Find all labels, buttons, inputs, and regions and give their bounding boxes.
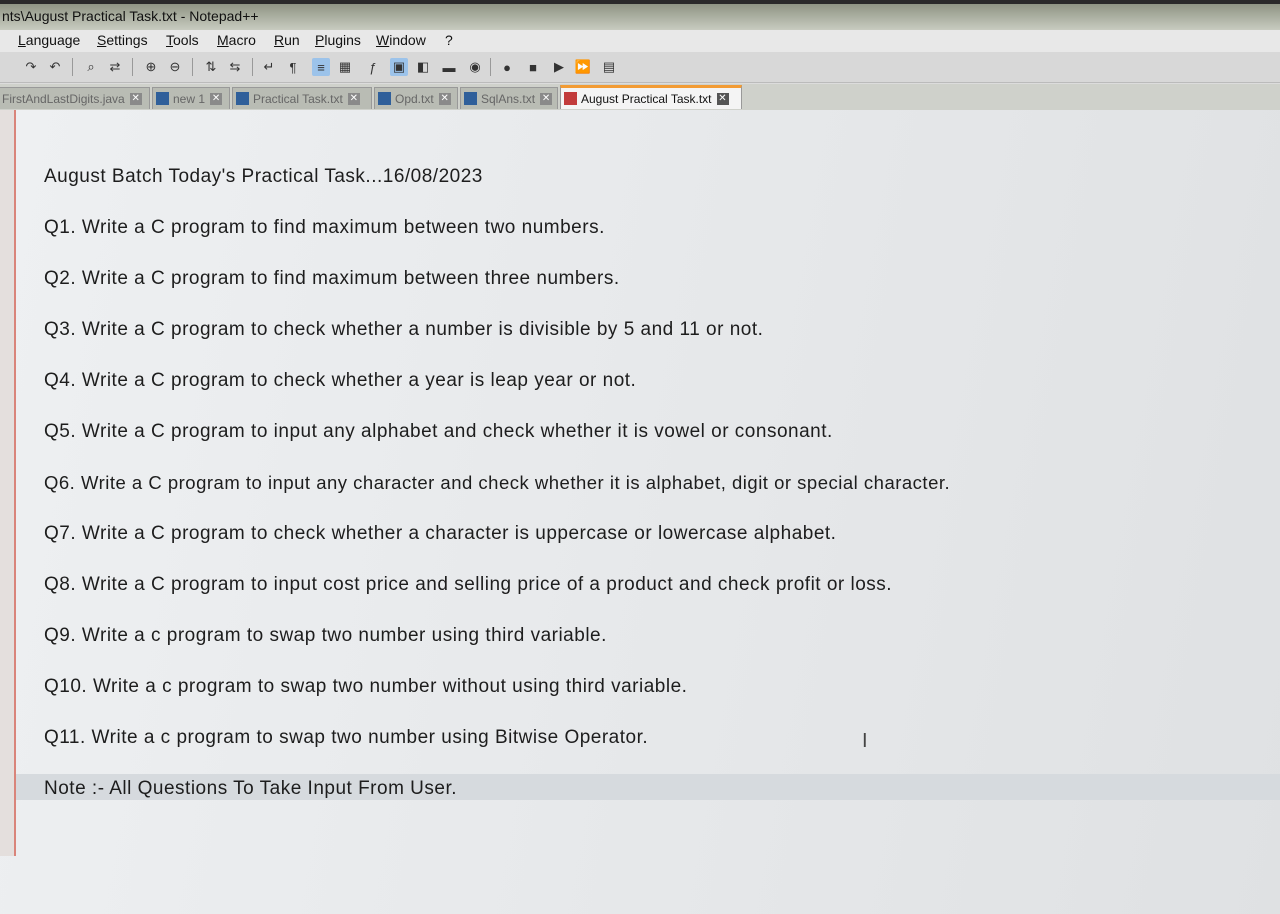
close-icon[interactable]: ✕ xyxy=(131,92,140,104)
stop-record-icon[interactable]: ■ xyxy=(529,59,537,75)
window-title: nts\August Practical Task.txt - Notepad++ xyxy=(2,8,259,24)
question-line: Q9. Write a c program to swap two number using third variable. xyxy=(44,625,607,646)
zoom-in-icon[interactable]: ⊕ xyxy=(145,59,157,74)
close-icon[interactable]: ✕ xyxy=(211,92,221,104)
tab-label: August Practical Task.txt xyxy=(581,91,712,106)
replace-icon[interactable]: ⇄ xyxy=(109,59,121,74)
tab-august-practical-task[interactable] xyxy=(560,85,742,109)
menu-run[interactable]: Run xyxy=(274,32,300,48)
sync-v-icon[interactable]: ⇅ xyxy=(205,59,217,74)
question-line: Q8. Write a C program to input cost price and selling price of a product and check profit or loss. xyxy=(44,574,893,595)
save-macro-icon[interactable]: ▤ xyxy=(602,59,616,74)
tab-label: new 1 xyxy=(173,91,206,106)
fold-margin xyxy=(0,110,16,856)
question-line: Q3. Write a C program to check whether a number is divisible by 5 and 11 or not. xyxy=(44,319,764,340)
folder-icon[interactable]: ▣ xyxy=(390,58,408,76)
sync-h-icon[interactable]: ⇆ xyxy=(229,59,241,74)
text-cursor: I xyxy=(862,730,868,752)
tab-firstandlastdigits[interactable] xyxy=(0,87,150,109)
question-line: Q6. Write a C program to input any character and check whether it is alphabet, digit or special character. xyxy=(44,472,951,493)
question-line: Q2. Write a C program to find maximum between three numbers. xyxy=(44,268,620,289)
eye-icon[interactable]: ◉ xyxy=(469,59,481,74)
question-line: Q5. Write a C program to input any alphabet and check whether it is vowel or consonant. xyxy=(44,421,833,442)
playback-icon[interactable]: ▶ xyxy=(554,59,564,74)
question-line: Q7. Write a C program to check whether a character is uppercase or lowercase alphabet. xyxy=(44,523,837,544)
tab-opd[interactable] xyxy=(374,87,458,109)
file-icon xyxy=(236,92,249,105)
tab-label: Opd.txt xyxy=(395,91,434,106)
run-macro-multiple-icon[interactable]: ⏩ xyxy=(574,59,592,74)
title-bar xyxy=(0,0,1280,30)
menu-window[interactable]: Window xyxy=(376,32,426,48)
zoom-out-icon[interactable]: ⊖ xyxy=(169,59,181,74)
tab-label: SqlAns.txt xyxy=(481,91,536,106)
question-line: Q4. Write a C program to check whether a year is leap year or not. xyxy=(44,370,637,391)
file-icon xyxy=(156,92,169,105)
file-icon xyxy=(564,92,577,105)
redo-icon[interactable]: ↷ xyxy=(25,59,37,74)
tab-sqlans[interactable] xyxy=(460,87,558,109)
tab-label: Practical Task.txt xyxy=(253,91,343,106)
show-all-chars-icon[interactable]: ¶ xyxy=(289,59,297,75)
undo-icon[interactable]: ↶ xyxy=(49,59,61,74)
question-line: Q1. Write a C program to find maximum between two numbers. xyxy=(44,217,605,238)
close-icon[interactable]: ✕ xyxy=(541,92,551,104)
tab-practical-task[interactable] xyxy=(232,87,372,109)
toolbar xyxy=(0,52,1280,83)
indent-guide-icon[interactable]: ≡ xyxy=(312,58,330,76)
menu-plugins[interactable]: Plugins xyxy=(315,32,361,48)
folder-icon-2[interactable]: ▬ xyxy=(442,59,456,75)
menu-settings[interactable]: Settings xyxy=(97,32,148,48)
menu-macro[interactable]: Macro xyxy=(217,32,256,48)
editor[interactable] xyxy=(0,110,1280,914)
doc-heading: August Batch Today's Practical Task...16/08/2023 xyxy=(44,166,483,187)
close-icon[interactable]: ✕ xyxy=(718,92,727,104)
doc-map-icon[interactable]: ▦ xyxy=(338,59,352,74)
file-icon xyxy=(378,92,391,105)
menu-tools[interactable]: Tools xyxy=(166,32,199,48)
close-icon[interactable]: ✕ xyxy=(440,92,449,104)
menu-language[interactable]: Language xyxy=(18,32,81,48)
function-list-icon[interactable]: ƒ xyxy=(369,59,377,75)
close-icon[interactable]: ✕ xyxy=(349,92,358,104)
monitor-icon[interactable]: ◧ xyxy=(416,59,430,74)
tab-bar xyxy=(0,84,1280,110)
menu-bar xyxy=(0,30,1280,52)
file-icon xyxy=(464,92,477,105)
question-line: Q11. Write a c program to swap two number using Bitwise Operator. xyxy=(44,727,649,748)
question-line: Q10. Write a c program to swap two number without using third variable. xyxy=(44,676,688,697)
menu-help[interactable]: ? xyxy=(445,32,453,48)
word-wrap-icon[interactable]: ↵ xyxy=(263,59,275,74)
note-line: Note :- All Questions To Take Input From User. xyxy=(44,778,458,799)
tab-label: FirstAndLastDigits.java xyxy=(2,91,125,106)
find-icon[interactable]: ⌕ xyxy=(87,59,95,74)
tab-new-1[interactable] xyxy=(152,87,230,109)
record-macro-icon[interactable]: ● xyxy=(503,59,511,75)
